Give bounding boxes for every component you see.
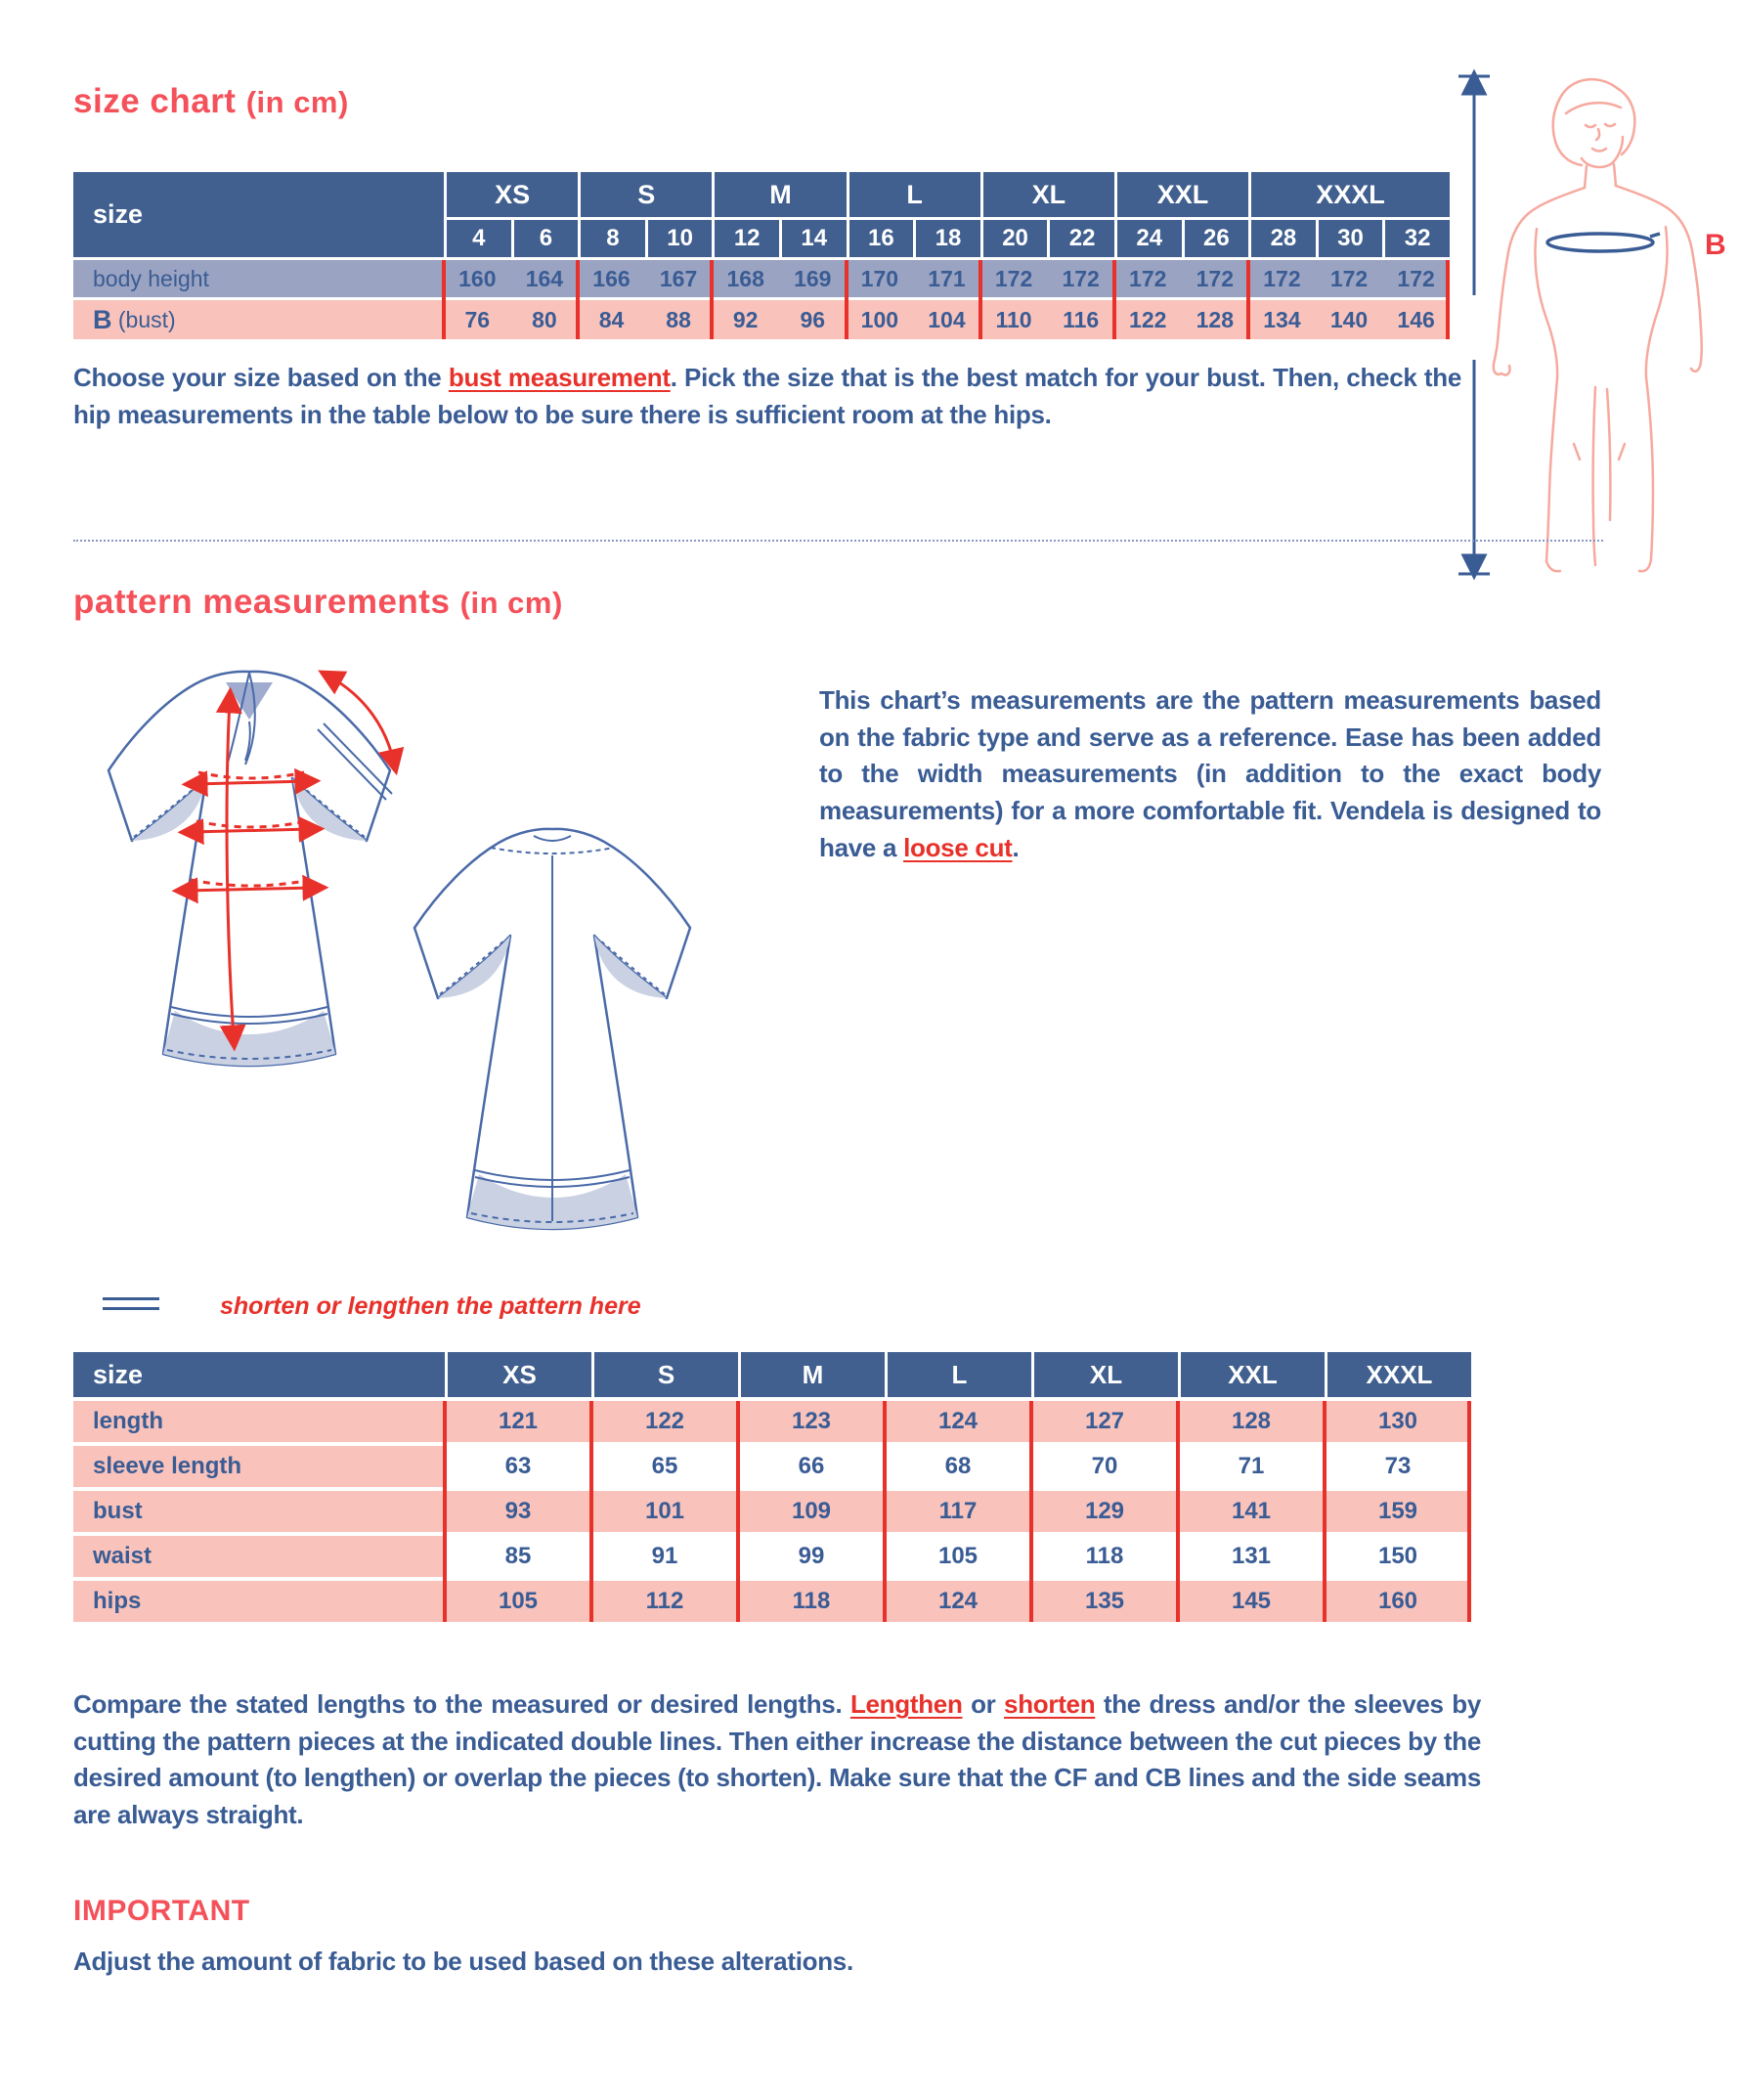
sleeve-length-value: 66 xyxy=(738,1446,885,1487)
size-number: 14 xyxy=(779,220,847,257)
body-height-value: 170 xyxy=(847,260,914,297)
sleeve-length-value: 73 xyxy=(1325,1446,1471,1487)
lengthen-link[interactable]: Lengthen xyxy=(849,1689,963,1719)
row-label: hips xyxy=(73,1581,445,1622)
body-height-arrow xyxy=(1458,76,1490,574)
bust-value: 129 xyxy=(1031,1491,1178,1532)
column-header-xxl: XXL xyxy=(1178,1352,1325,1397)
column-header-l: L xyxy=(885,1352,1031,1397)
group-separator xyxy=(442,260,446,339)
column-separator xyxy=(1467,1401,1471,1622)
bust-measure-line xyxy=(1547,234,1660,251)
body-height-value: 172 xyxy=(1047,260,1114,297)
woman-outline xyxy=(1494,79,1702,571)
body-height-value: 172 xyxy=(1182,260,1249,297)
bust-row-label-bold: B xyxy=(93,304,112,334)
row-label: waist xyxy=(73,1536,445,1577)
length-value: 124 xyxy=(885,1401,1031,1442)
group-separator xyxy=(710,260,714,339)
pattern-measurements-title xyxy=(73,583,563,622)
bust-value: 140 xyxy=(1316,300,1383,339)
bust-value: 96 xyxy=(779,300,847,339)
size-number: 26 xyxy=(1182,220,1249,257)
body-height-value: 172 xyxy=(1382,260,1450,297)
body-height-value: 172 xyxy=(1114,260,1182,297)
body-height-value: 172 xyxy=(980,260,1048,297)
description-text: This chart’s measurements are the pattern measurements based on the fabric type and serve as a reference. Ease has been added to the width measurements (in addition to the exact body measurements) for a more comfortable fit. Vendela is designed to have a xyxy=(819,685,1601,862)
bust-value: 88 xyxy=(645,300,713,339)
size-group-m: M xyxy=(712,172,846,220)
group-separator xyxy=(1246,260,1250,339)
choose-size-paragraph xyxy=(73,360,1461,433)
size-group-row xyxy=(444,172,1450,220)
size-number: 18 xyxy=(913,220,980,257)
table-row-hips xyxy=(73,1581,1471,1622)
bust-value: 116 xyxy=(1047,300,1114,339)
size-number: 8 xyxy=(578,220,645,257)
bust-value: 101 xyxy=(591,1491,738,1532)
body-height-value: 168 xyxy=(712,260,779,297)
column-header-m: M xyxy=(738,1352,885,1397)
body-height-value: 166 xyxy=(578,260,645,297)
body-height-value: 171 xyxy=(913,260,980,297)
size-number-row xyxy=(444,220,1450,257)
hips-value: 160 xyxy=(1325,1581,1471,1622)
size-chart-title-unit: (in cm) xyxy=(245,85,349,119)
pattern-description-paragraph xyxy=(819,682,1601,866)
length-value: 127 xyxy=(1031,1401,1178,1442)
dress-back-technical-drawing xyxy=(391,826,714,1261)
table-row-bust xyxy=(73,1491,1471,1532)
bust-value: 93 xyxy=(445,1491,591,1532)
size-chart-title-text: size chart xyxy=(73,82,237,120)
length-value: 121 xyxy=(445,1401,591,1442)
hips-value: 105 xyxy=(445,1581,591,1622)
table-row-waist xyxy=(73,1536,1471,1577)
column-header-xxxl: XXXL xyxy=(1325,1352,1471,1397)
important-text: Adjust the amount of fabric to be used based on these alterations. xyxy=(73,1947,853,1976)
column-header-xl: XL xyxy=(1031,1352,1178,1397)
column-separator xyxy=(1029,1401,1033,1622)
waist-value: 150 xyxy=(1325,1536,1471,1577)
group-separator xyxy=(979,260,982,339)
bust-value: 122 xyxy=(1114,300,1182,339)
bust-value: 128 xyxy=(1182,300,1249,339)
compare-text: or xyxy=(962,1689,1005,1719)
body-height-value: 160 xyxy=(444,260,511,297)
compare-text: the dress and/or the sleeves by cutting the pattern pieces at the indicated double lines. Then either increase the distance between the cut pieces by the desired amount (to lengthen) or overlap the pieces (to shorten). Make sure that the CF and CB lines and the side seams are always straight. xyxy=(73,1689,1481,1830)
body-height-value: 172 xyxy=(1316,260,1383,297)
bust-value: 92 xyxy=(712,300,779,339)
pattern-measurements-title-unit: (in cm) xyxy=(459,586,563,620)
size-number: 4 xyxy=(444,220,511,257)
hips-value: 145 xyxy=(1178,1581,1325,1622)
waist-value: 105 xyxy=(885,1536,1031,1577)
body-height-row-label: body height xyxy=(73,260,444,297)
important-heading: IMPORTANT xyxy=(73,1895,250,1927)
length-value: 122 xyxy=(591,1401,738,1442)
bust-value: 76 xyxy=(444,300,511,339)
waist-value: 99 xyxy=(738,1536,885,1577)
bust-value: 84 xyxy=(578,300,645,339)
size-group-xs: XS xyxy=(444,172,578,220)
sleeve-length-value: 71 xyxy=(1178,1446,1325,1487)
sleeve-length-value: 68 xyxy=(885,1446,1031,1487)
size-chart-header xyxy=(73,172,1450,257)
bust-value: 141 xyxy=(1178,1491,1325,1532)
column-separator xyxy=(1323,1401,1327,1622)
sleeve-length-value: 65 xyxy=(591,1446,738,1487)
length-value: 123 xyxy=(738,1401,885,1442)
dress-front-technical-drawing xyxy=(83,667,415,1087)
bust-row-label xyxy=(73,300,444,339)
size-number: 10 xyxy=(645,220,713,257)
loose-cut-link[interactable]: loose cut xyxy=(903,832,1013,862)
sleeve-length-value: 70 xyxy=(1031,1446,1178,1487)
bust-value: 134 xyxy=(1248,300,1316,339)
column-header-s: S xyxy=(591,1352,738,1397)
length-value: 130 xyxy=(1325,1401,1471,1442)
shorten-link[interactable]: shorten xyxy=(1004,1689,1096,1719)
bust-measurement-link[interactable]: bust measurement xyxy=(448,363,671,392)
bust-value: 159 xyxy=(1325,1491,1471,1532)
bust-value: 110 xyxy=(980,300,1048,339)
size-group-xxl: XXL xyxy=(1114,172,1248,220)
size-group-s: S xyxy=(578,172,712,220)
hips-value: 135 xyxy=(1031,1581,1178,1622)
size-number: 32 xyxy=(1382,220,1450,257)
bust-value: 146 xyxy=(1382,300,1450,339)
waist-value: 131 xyxy=(1178,1536,1325,1577)
bust-value: 104 xyxy=(913,300,980,339)
row-label: bust xyxy=(73,1491,445,1532)
bust-row xyxy=(73,300,1450,339)
size-number: 20 xyxy=(980,220,1048,257)
row-label: length xyxy=(73,1401,445,1442)
size-number: 16 xyxy=(847,220,914,257)
body-height-value: 172 xyxy=(1248,260,1316,297)
group-separator xyxy=(1112,260,1116,339)
row-label: sleeve length xyxy=(73,1446,445,1487)
size-chart-corner-label: size xyxy=(73,172,444,257)
bust-value: 117 xyxy=(885,1491,1031,1532)
column-separator xyxy=(1176,1401,1180,1622)
size-chart-title xyxy=(73,82,349,121)
pattern-table-corner-label: size xyxy=(73,1352,445,1397)
hips-value: 118 xyxy=(738,1581,885,1622)
body-height-row xyxy=(73,260,1450,297)
double-line-icon xyxy=(103,1297,159,1317)
hips-value: 112 xyxy=(591,1581,738,1622)
body-height-value: 169 xyxy=(779,260,847,297)
section-divider xyxy=(73,540,1603,542)
hips-value: 124 xyxy=(885,1581,1031,1622)
pattern-measurements-title-text: pattern measurements xyxy=(73,583,451,621)
bust-value: 109 xyxy=(738,1491,885,1532)
body-height-value: 167 xyxy=(645,260,713,297)
bust-value: 100 xyxy=(847,300,914,339)
legend-text: shorten or lengthen the pattern here xyxy=(220,1292,641,1320)
column-separator xyxy=(443,1401,447,1622)
waist-value: 118 xyxy=(1031,1536,1178,1577)
intro-text: Choose your size based on the xyxy=(73,363,449,392)
size-group-xl: XL xyxy=(980,172,1114,220)
column-separator xyxy=(589,1401,593,1622)
size-number: 30 xyxy=(1316,220,1383,257)
size-chart-table xyxy=(73,172,1450,339)
size-group-l: L xyxy=(847,172,980,220)
size-group-xxxl: XXXL xyxy=(1248,172,1450,220)
column-separator xyxy=(883,1401,887,1622)
size-number: 6 xyxy=(511,220,579,257)
body-height-value: 164 xyxy=(511,260,579,297)
size-number: 28 xyxy=(1248,220,1316,257)
column-separator xyxy=(736,1401,740,1622)
pattern-measurements-table xyxy=(73,1352,1471,1622)
compare-text: Compare the stated lengths to the measured or desired lengths. xyxy=(73,1689,850,1719)
size-number: 24 xyxy=(1114,220,1182,257)
body-figure-illustration xyxy=(1449,65,1738,585)
sleeve-length-value: 63 xyxy=(445,1446,591,1487)
size-number: 22 xyxy=(1047,220,1114,257)
pattern-table-header xyxy=(73,1352,1471,1397)
figure-bust-label: B xyxy=(1705,229,1726,261)
length-value: 128 xyxy=(1178,1401,1325,1442)
description-text: . xyxy=(1012,832,1020,862)
compare-lengths-paragraph xyxy=(73,1686,1481,1834)
bust-value: 80 xyxy=(511,300,579,339)
group-separator xyxy=(845,260,848,339)
group-separator xyxy=(576,260,580,339)
waist-value: 91 xyxy=(591,1536,738,1577)
table-row-length xyxy=(73,1401,1471,1442)
bust-row-label-rest: (bust) xyxy=(111,306,176,332)
intro-text: . Pick the size that is the best match for your bust. Then, check the hip measurements in the table below to be sure there is sufficient room at the hips. xyxy=(73,363,1462,429)
table-row-sleeve-length xyxy=(73,1446,1471,1487)
waist-value: 85 xyxy=(445,1536,591,1577)
column-header-xs: XS xyxy=(445,1352,591,1397)
size-number: 12 xyxy=(712,220,779,257)
